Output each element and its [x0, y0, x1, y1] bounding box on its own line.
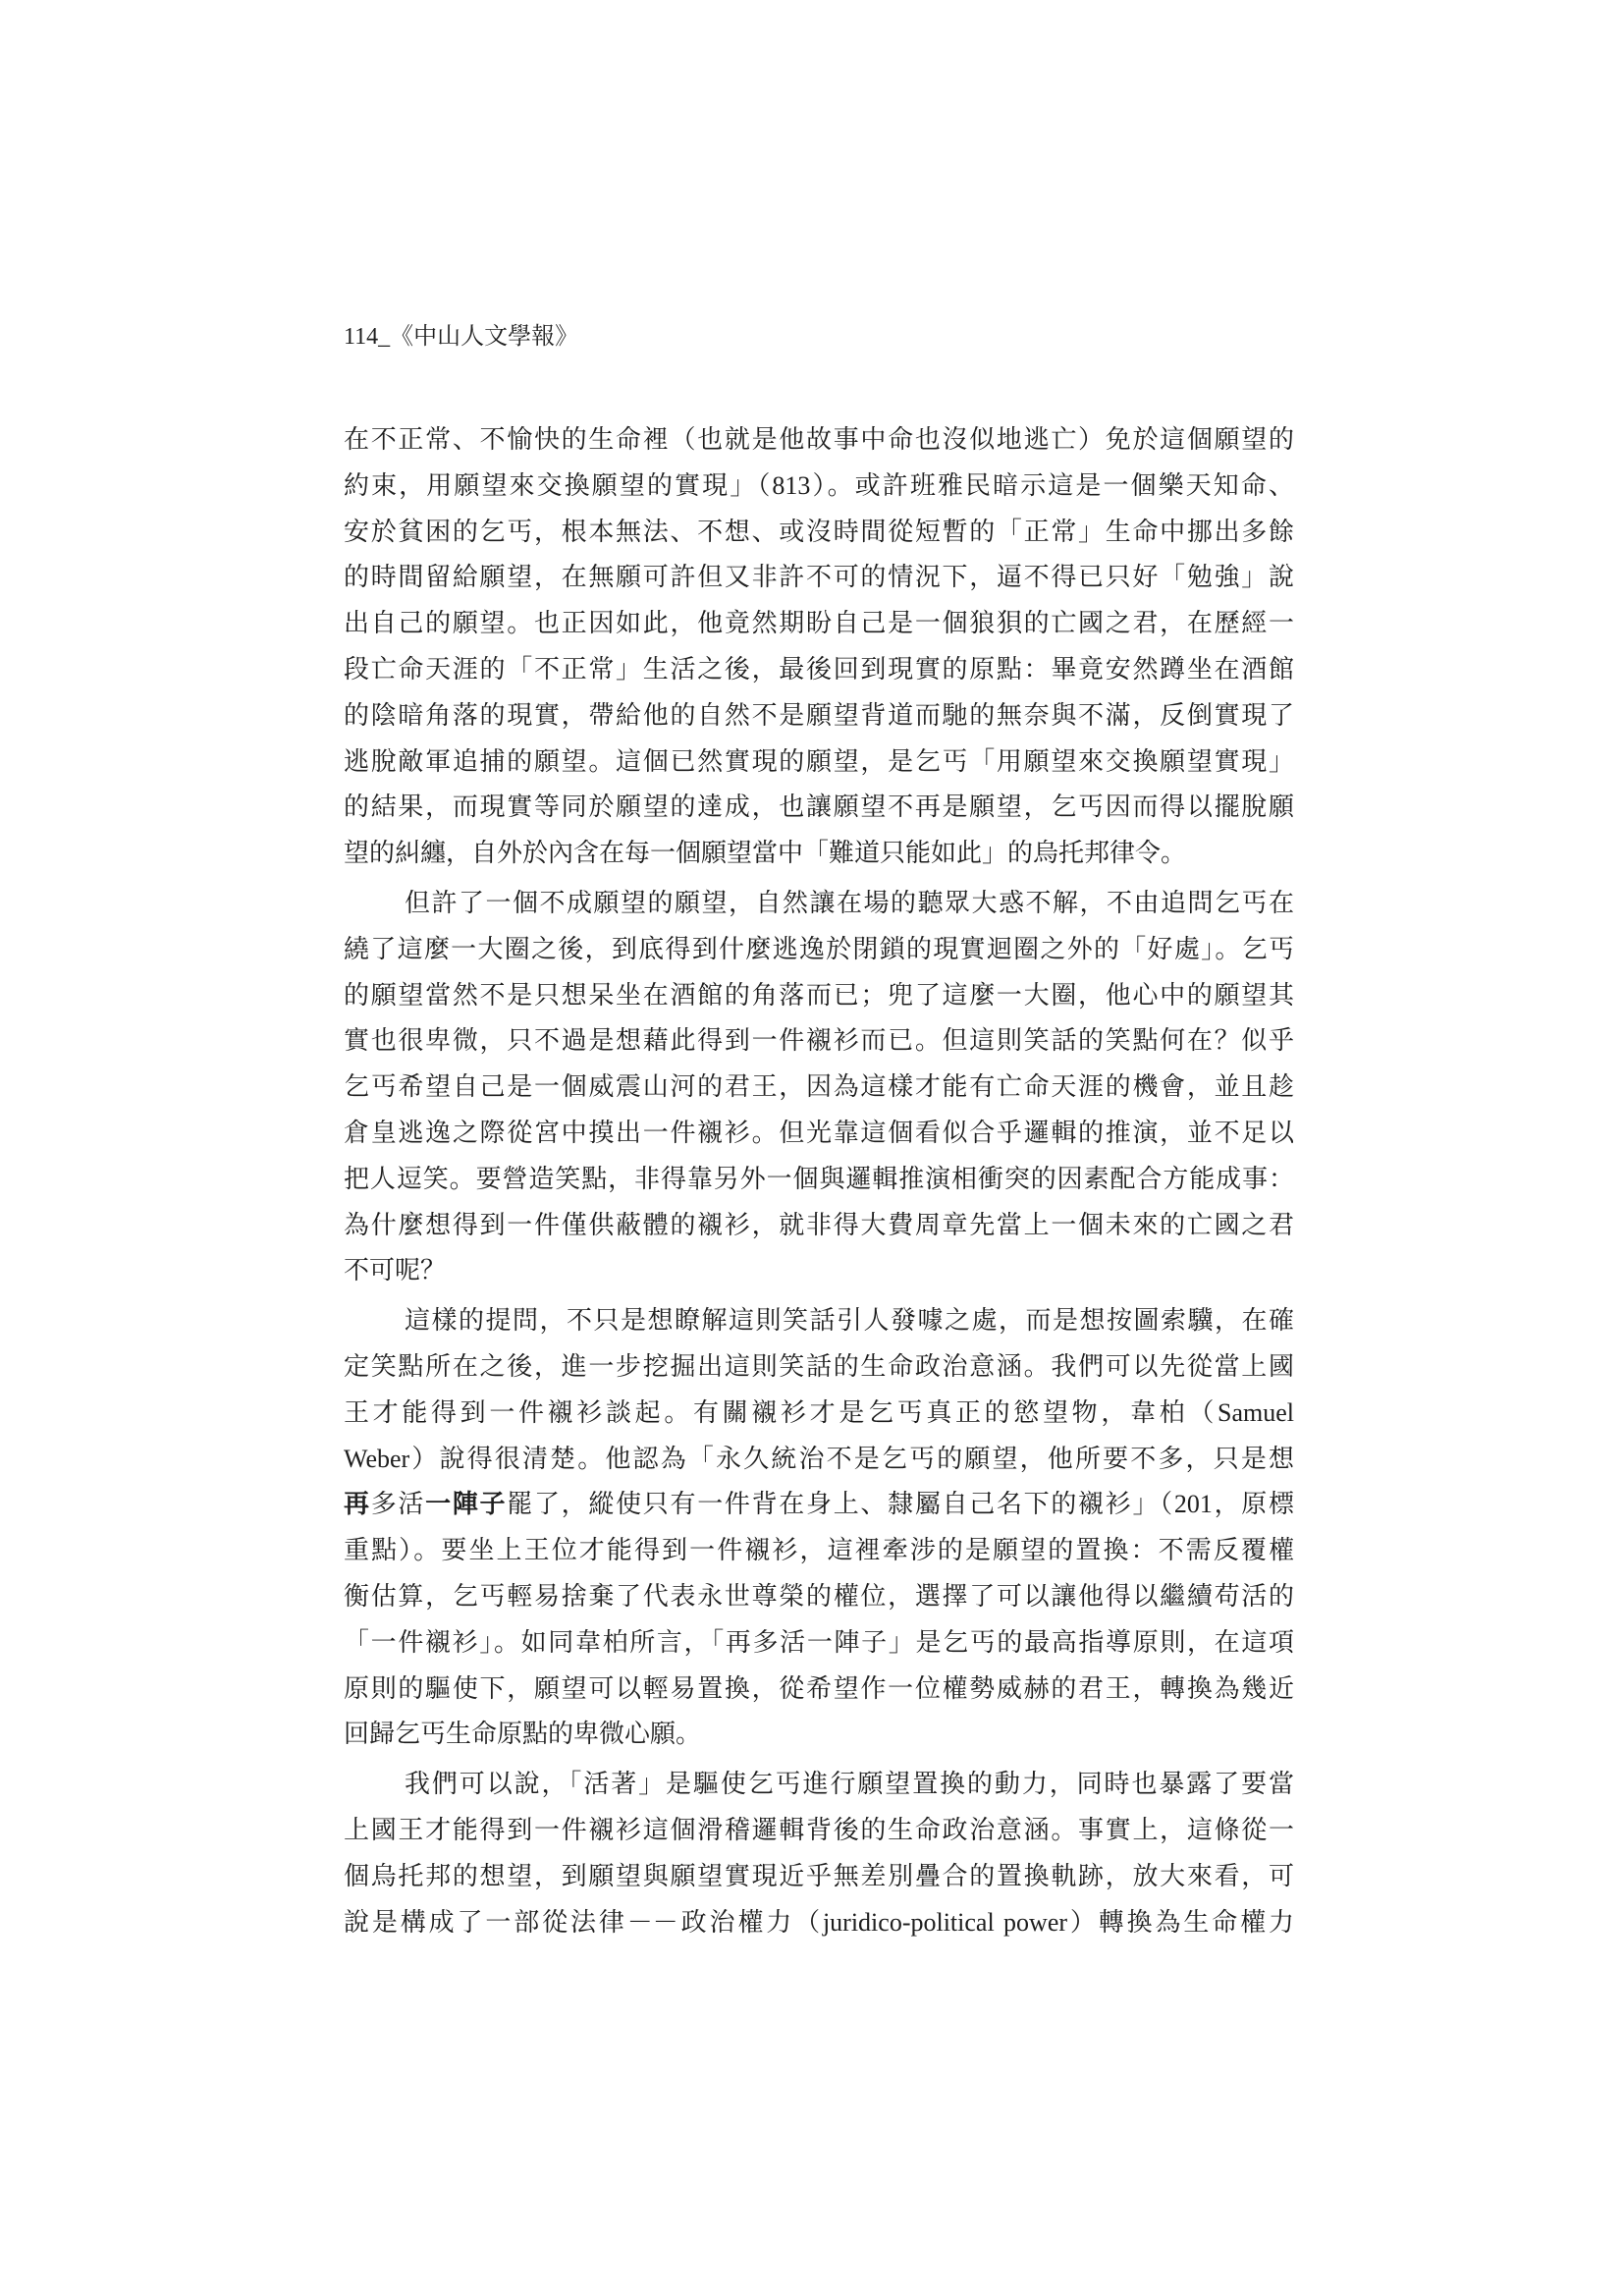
text-line: 「一件襯衫」。如同韋柏所言，「再多活一陣子」是乞丐的最高指導原則，在這項	[344, 1627, 1294, 1657]
text-line: 不可呢？	[344, 1256, 447, 1285]
text-line: 原則的驅使下，願望可以輕易置換，從希望作一位權勢威赫的君王，轉換為幾近	[344, 1673, 1294, 1703]
emphasized-text: 再	[344, 1490, 371, 1519]
text-line: 實也很卑微，只不過是想藉此得到一件襯衫而已。但這則笑話的笑點何在？似乎	[344, 1026, 1294, 1056]
paragraph	[344, 881, 1294, 1294]
text-line: 望的糾纏，自外於內含在每一個願望當中「難道只能如此」的烏托邦律令。	[344, 839, 1187, 868]
text-line: 重點）。要坐上王位才能得到一件襯衫，這裡牽涉的是願望的置換：不需反覆權	[344, 1536, 1294, 1565]
text-line: 但許了一個不成願望的願望，自然讓在場的聽眾大惑不解，不由追問乞丐在	[405, 888, 1294, 917]
running-head: 114_《中山人文學報》	[344, 324, 579, 350]
text-line: 繞了這麼一大圈之後，到底得到什麼逃逸於閉鎖的現實迴圈之外的「好處」。乞丐	[344, 934, 1294, 963]
text-line: 的結果，而現實等同於願望的達成，也讓願望不再是願望，乞丐因而得以擺脫願	[344, 793, 1294, 822]
text-line: 安於貧困的乞丐，根本無法、不想、或沒時間從短暫的「正常」生命中挪出多餘	[344, 517, 1294, 546]
text-line: 的願望當然不是只想呆坐在酒館的角落而已；兜了這麼一大圈，他心中的願望其	[344, 980, 1294, 1010]
text-line: 在不正常、不愉快的生命裡（也就是他故事中命也沒似地逃亡）免於這個願望的	[344, 425, 1294, 454]
paragraph	[344, 1298, 1294, 1758]
text-line: 上國王才能得到一件襯衫這個滑稽邏輯背後的生命政治意涵。事實上，這條從一	[344, 1815, 1294, 1844]
paragraph	[344, 417, 1294, 877]
text-line: 這樣的提問，不只是想瞭解這則笑話引人發噱之處，而是想按圖索驥，在確	[405, 1306, 1294, 1336]
text-line: 我們可以說，「活著」是驅使乞丐進行願望置換的動力，同時也暴露了要當	[405, 1770, 1294, 1799]
text-line: 約束，用願望來交換願望的實現」（813）。或許班雅民暗示這是一個樂天知命、	[344, 470, 1294, 500]
emphasized-text: 一陣子	[425, 1490, 508, 1519]
text-line: 定笑點所在之後，進一步挖掘出這則笑話的生命政治意涵。我們可以先從當上國	[344, 1351, 1294, 1381]
text-line: 衡估算，乞丐輕易捨棄了代表永世尊榮的權位，選擇了可以讓他得以繼續苟活的	[344, 1581, 1294, 1611]
text-line: 段亡命天涯的「不正常」生活之後，最後回到現實的原點：畢竟安然蹲坐在酒館	[344, 654, 1294, 683]
text-line: 把人逗笑。要營造笑點，非得靠另外一個與邏輯推演相衝突的因素配合方能成事：	[344, 1164, 1294, 1193]
article-body	[344, 417, 1294, 1945]
text-line: Weber）說得很清楚。他認為「永久統治不是乞丐的願望，他所要不多，只是想	[344, 1444, 1294, 1473]
text-segment: 罷了，縱使只有一件背在身上、隸屬自己名下的襯衫」（201，原標	[507, 1490, 1294, 1519]
text-line: 乞丐希望自己是一個威震山河的君王，因為這樣才能有亡命天涯的機會，並且趁	[344, 1072, 1294, 1102]
text-line: 逃脫敵軍追捕的願望。這個已然實現的願望，是乞丐「用願望來交換願望實現」	[344, 746, 1294, 776]
paragraph	[344, 1762, 1294, 1945]
text-line: 出自己的願望。也正因如此，他竟然期盼自己是一個狼狽的亡國之君，在歷經一	[344, 609, 1294, 638]
text-line: 王才能得到一件襯衫談起。有關襯衫才是乞丐真正的慾望物，韋柏（Samuel	[344, 1397, 1294, 1427]
text-line: 回歸乞丐生命原點的卑微心願。	[344, 1720, 702, 1749]
text-line	[344, 1482, 1294, 1528]
text-line: 的陰暗角落的現實，帶給他的自然不是願望背道而馳的無奈與不滿，反倒實現了	[344, 700, 1294, 730]
text-line: 倉皇逃逸之際從宮中摸出一件襯衫。但光靠這個看似合乎邏輯的推演，並不足以	[344, 1118, 1294, 1147]
text-line: 個烏托邦的想望，到願望與願望實現近乎無差別疊合的置換軌跡，放大來看，可	[344, 1861, 1294, 1890]
text-line: 的時間留給願望，在無願可許但又非許不可的情況下，逼不得已只好「勉強」說	[344, 563, 1294, 592]
text-segment: 多活	[370, 1490, 426, 1519]
text-line: 為什麼想得到一件僅供蔽體的襯衫，就非得大費周章先當上一個未來的亡國之君	[344, 1210, 1294, 1239]
text-line: 說是構成了一部從法律－－政治權力（juridico-political power）轉換為生命權力	[344, 1907, 1294, 1937]
